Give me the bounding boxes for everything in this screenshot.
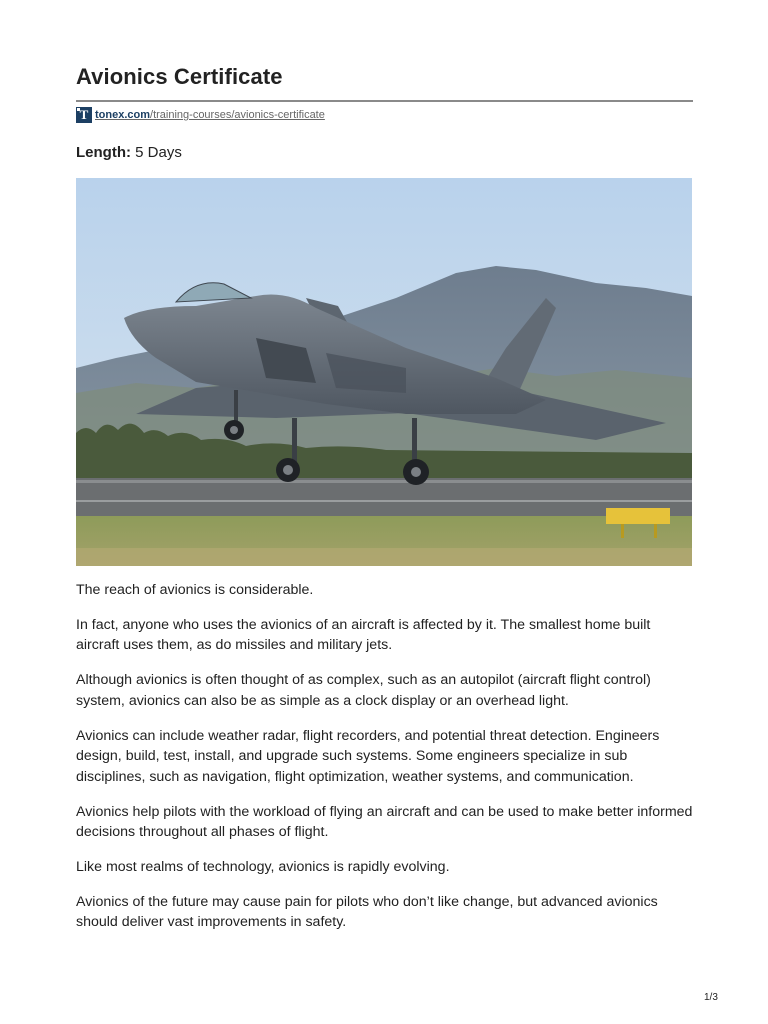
paragraph: Although avionics is often thought of as complex, such as an autopilot (aircraft flight control) system, avionics can also be as simple as a clock display or an overhead light. xyxy=(76,672,651,709)
tonex-logo-icon: T xyxy=(76,107,92,123)
fighter-jet-photo xyxy=(76,178,692,566)
source-line xyxy=(76,106,325,124)
page-number: 1/3 xyxy=(704,992,718,1003)
article-body xyxy=(76,580,696,947)
paragraph: The reach of avionics is considerable. xyxy=(76,582,314,598)
paragraph: Avionics of the future may cause pain for pilots who don’t like change, but advanced avionics should deliver vast improvements in safety. xyxy=(76,893,658,931)
length-value: 5 Days xyxy=(135,144,182,161)
length-label: Length: xyxy=(76,144,131,161)
paragraph: In fact, anyone who uses the avionics of an aircraft is affected by it. The smallest home built aircraft uses them, as do missiles and military jets. xyxy=(76,616,651,654)
source-host: tonex.com xyxy=(95,109,151,121)
paragraph: Avionics can include weather radar, flight recorders, and potential threat detection. Engineers design, build, test, install, and upgrade such systems. Some engineers specialize in sub disciplines, such as navigation, flight optimization, weather systems, and communication. xyxy=(76,727,660,785)
page-title: Avionics Certificate xyxy=(76,64,283,89)
course-length xyxy=(76,144,182,161)
fighter-jet-illustration xyxy=(76,178,692,566)
source-link[interactable] xyxy=(95,109,325,121)
source-path: /training-courses/avionics-certificate xyxy=(150,109,325,121)
title-divider xyxy=(76,100,693,102)
paragraph: Avionics help pilots with the workload of flying an aircraft and can be used to make better informed decisions throughout all phases of flight. xyxy=(76,803,693,841)
paragraph: Like most realms of technology, avionics is rapidly evolving. xyxy=(76,858,450,875)
